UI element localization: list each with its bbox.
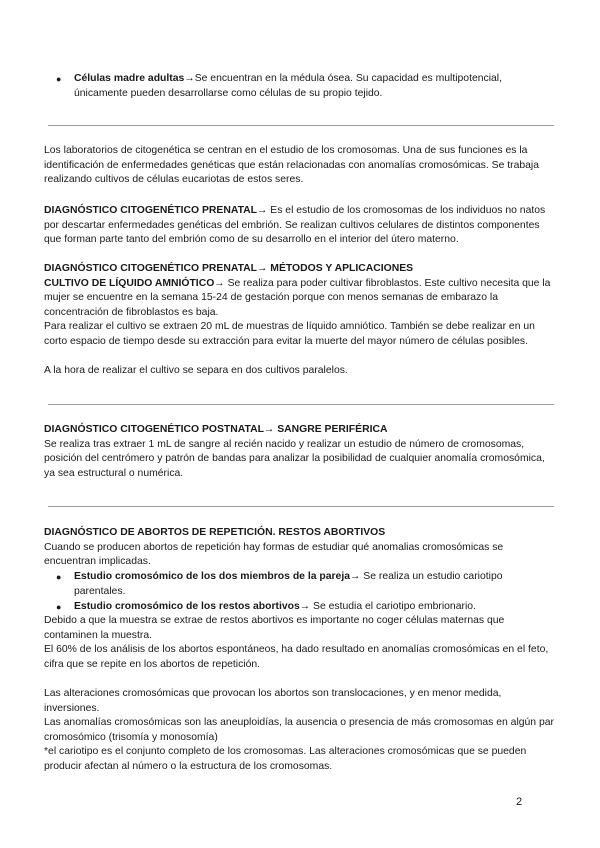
prenatal-heading: DIAGNÓSTICO CITOGENÉTICO PRENATAL	[44, 205, 258, 216]
bullet-text: → Se estudia el cariotipo embrionario.	[299, 600, 476, 612]
divider	[48, 404, 554, 405]
sixty-percent-paragraph: El 60% de los análisis de los abortos espontáneos, ha dado resultado en anomalías cromosómicas en el feto, cifra que se repite en los abortos de repetición.	[44, 644, 549, 670]
bullet-marker: ●	[56, 572, 62, 582]
methods-heading: DIAGNÓSTICO CITOGENÉTICO PRENATAL→ MÉTODOS Y APLICACIONES	[44, 263, 414, 274]
prenatal-text: → Es el estudio de los cromosomas de los individuos no natos por descartar enfermedades genéticas del embrión. Se realizan cultivos celulares de distintos componentes que forman parte tanto del embrión como de su desarrollo en el interior del útero materno.	[44, 205, 546, 246]
stem-cells-bullet	[74, 72, 554, 101]
extraction-paragraph: Para realizar el cultivo se extraen 20 mL de muestras de líquido amniótico. También se debe realizar en un corto espacio de tiempo desde su extracción para evitar la muerte del mayor número de células posibles.	[44, 321, 535, 347]
parallel-cultures-paragraph: A la hora de realizar el cultivo se separa en dos cultivos paralelos.	[44, 365, 348, 377]
amniotic-culture-text: → Se realiza para poder cultivar fibroblastos. Este cultivo necesita que la mujer se encuentre en la semana 15-24 de gestación porque con menos semanas de embarazo la concentración de fibroblastos es baja.	[44, 277, 551, 318]
translocations-paragraph: Las alteraciones cromosómicas que provocan los abortos son translocaciones, y en menor medida, inversiones.	[44, 688, 502, 714]
prenatal-section	[44, 204, 556, 248]
page-number: 2	[516, 796, 523, 808]
bullet-title: Estudio cromosómico de los restos abortivos	[74, 600, 300, 612]
abortions-intro: Cuando se producen abortos de repetición hay formas de estudiar qué anomalias cromosómicas se encuentran implicadas.	[44, 541, 504, 568]
couple-study-bullet	[74, 570, 554, 599]
divider	[48, 125, 554, 126]
bullet-marker: ●	[56, 601, 62, 612]
divider	[48, 506, 554, 507]
lab-paragraph: Los laboratorios de citogenética se centran en el estudio de los cromosomas. Una de sus funciones es la identificación de enfermedades genéticas que están relacionadas con anomalías cromosómicas. Se trabaja realizando cultivos de células eucariotas de estos seres.	[44, 145, 540, 186]
maternal-cells-paragraph: Debido a que la muestra se extrae de restos abortivos es importante no coger células maternas que contaminen la muestra.	[44, 615, 505, 641]
bullet-text: → Se realiza un estudio cariotipo parentales.	[74, 571, 503, 597]
bullet-marker: ●	[56, 74, 62, 84]
amniotic-culture-paragraph	[44, 277, 556, 321]
postnatal-text: Se realiza tras extraer 1 mL de sangre al recién nacido y realizar un estudio de número de cromosomas, posición del centrómero y patrón de bandas para analizar la posibilidad de cualquier anomalía cromosómica, ya sea estructural o numérica.	[44, 438, 545, 479]
abortions-heading: DIAGNÓSTICO DE ABORTOS DE REPETICIÓN. RESTOS ABORTIVOS	[44, 527, 386, 538]
karyotype-note: *el cariotipo es el conjunto completo de los cromosomas. Las alteraciones cromosómicas que se pueden producir afectan al número o la estructura de los cromosomas.	[44, 746, 527, 772]
bullet-title: Estudio cromosómico de los dos miembros de la pareja	[74, 571, 351, 582]
abortive-remains-bullet	[74, 600, 554, 615]
aneuploidies-paragraph: Las anomalías cromosómicas son las aneuploidías, la ausencia o presencia de más cromosomas en algún par cromosómico (trisomía y monosomía)	[44, 717, 554, 743]
amniotic-culture-title: CULTIVO DE LÍQUIDO AMNIÓTICO	[44, 277, 215, 289]
postnatal-heading: DIAGNÓSTICO CITOGENÉTICO POSTNATAL→ SANGRE PERIFÉRICA	[44, 424, 388, 435]
bullet-title: Células madre adultas	[74, 73, 185, 84]
bullet-text: →Se encuentran en la médula ósea. Su capacidad es multipotencial, únicamente pueden desarrollarse como células de su propio tejido.	[74, 73, 503, 99]
